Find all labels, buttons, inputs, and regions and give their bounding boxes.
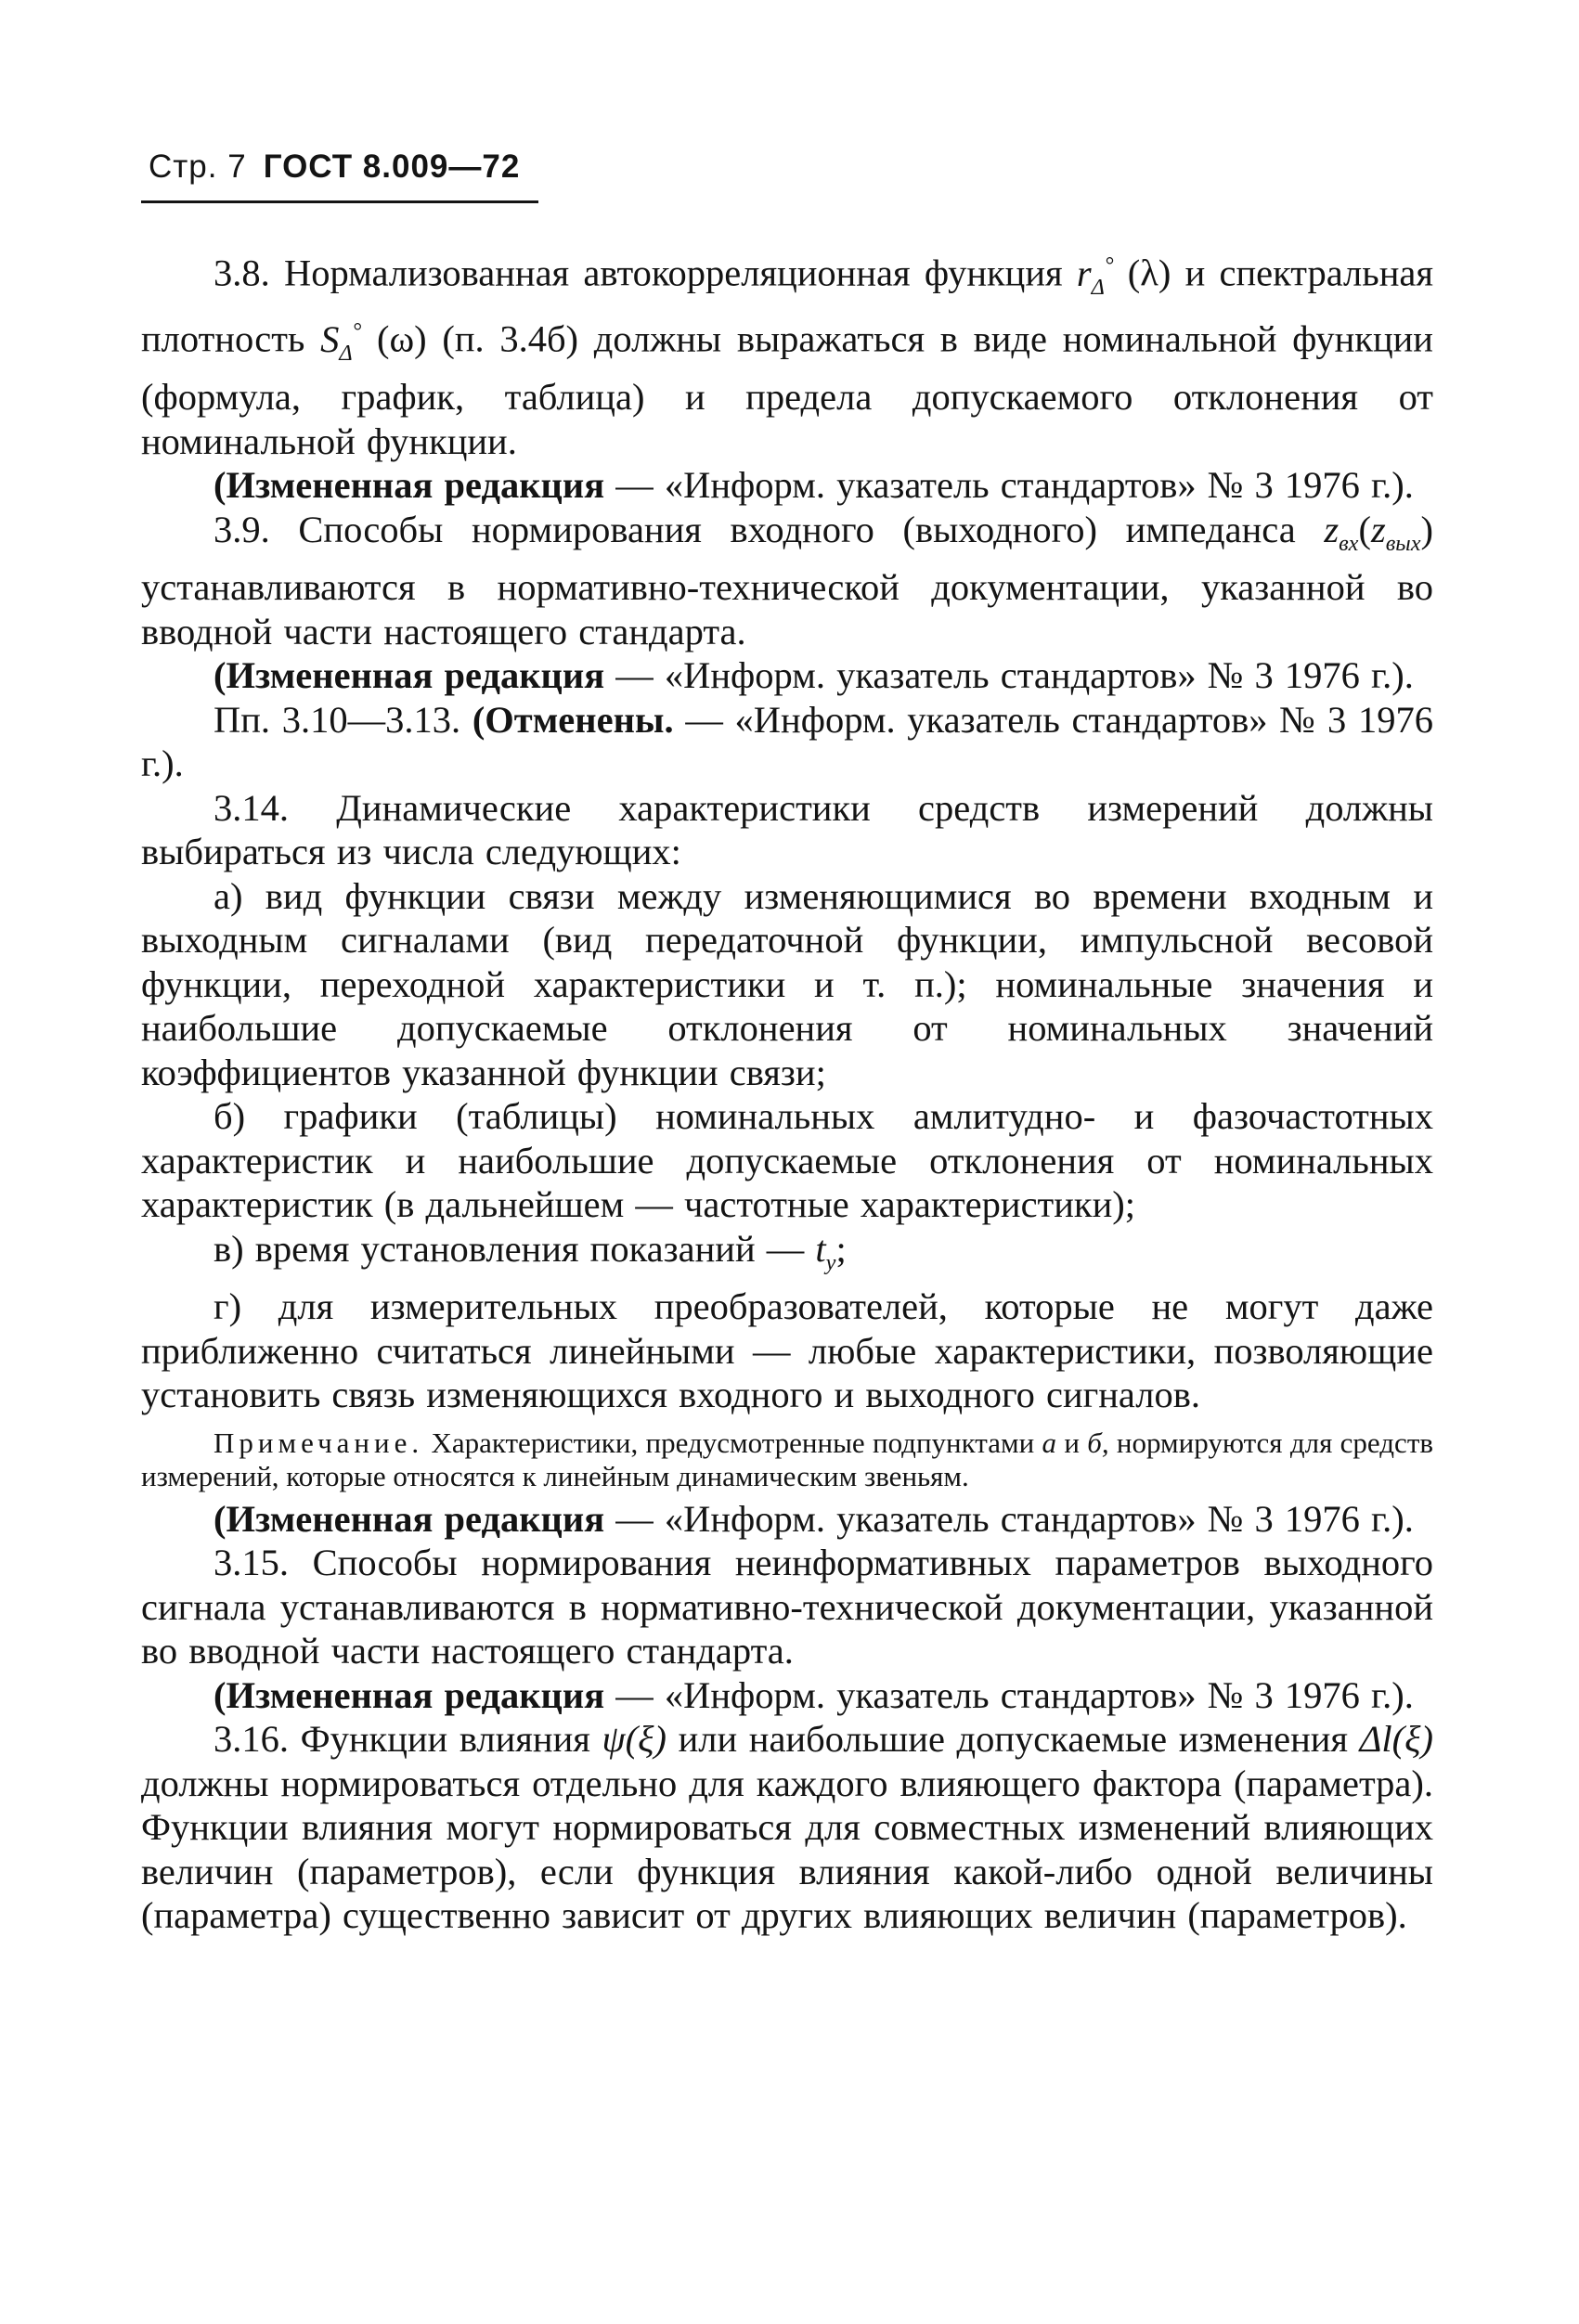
r-delta-symbol: $r_\Delta^\circ$ <box>1076 252 1114 300</box>
item-v: в) время установления показаний — $t_у$; <box>214 1227 847 1275</box>
z-out-symbol: $z_{вых}$ <box>1370 508 1421 556</box>
paragraph-3-8 <box>141 243 1433 463</box>
item-b: б) графики (таблицы) номинальных амлитудно- и фазочастотных характеристик и наибольшие допускаемые отклонения от номинальных характеристик (в дальнейшем — частотные характеристики); <box>141 1095 1433 1226</box>
delta-l-xi-symbol: Δl(ξ) <box>1359 1718 1433 1761</box>
s-delta-symbol: $S_\Delta^\circ$ <box>320 317 362 366</box>
p39-lead: 3.9. Способы нормирования входного (выходного) импеданса <box>214 508 1325 550</box>
p38-lead: 3.8. Нормализованная автокорреляционная функция <box>214 252 1077 294</box>
paragraph-3-15: 3.15. Способы нормирования неинформативных параметров выходного сигнала устанавливаются в нормативно-технической документации, указанной во вводной части настоящего стандарта. <box>141 1542 1433 1672</box>
paragraph-3-10-3-13: Пп. 3.10—3.13. (Отменены. — «Информ. указатель стандартов» № 3 1976 г.). <box>141 698 1434 785</box>
page-number: Стр. 7 <box>149 148 247 185</box>
change-note-3-8: (Измененная редакция — «Информ. указатель стандартов» № 3 1976 г.). <box>214 464 1414 507</box>
header-rule <box>141 200 538 203</box>
p39-rest: ) устанавливаются в нормативно-технической документации, указанной во вводной части настоящего стандарта. <box>141 508 1433 652</box>
change-note-3-9: (Измененная редакция — «Информ. указатель стандартов» № 3 1976 г.). <box>214 654 1414 697</box>
running-header <box>149 148 520 186</box>
note-label: Примечание. <box>214 1426 424 1459</box>
p38-arg1: (λ) и спектральная плотность <box>141 252 1433 360</box>
change-note-3-14: (Измененная редакция — «Информ. указатель стандартов» № 3 1976 г.). <box>214 1497 1414 1540</box>
p38-arg2: (ω) (п. 3.4б) должны выражаться в виде номинальной функции (формула, график, таблица) и предела допускаемого отклонения от номинальной функции. <box>141 317 1433 462</box>
psi-xi-symbol: ψ(ξ) <box>602 1718 667 1761</box>
paragraph-3-14: 3.14. Динамические характеристики средств измерений должны выбираться из числа следующих: <box>141 786 1433 873</box>
paragraph-3-9: 3.9. Способы нормирования входного (выходного) импеданса $z_{вх}(z_{вых})$ устанавливаются в нормативно-технической документации, указанной во вводной части настоящего стандарта. <box>141 508 1433 652</box>
z-in-symbol: $z_{вх}$ <box>1324 508 1359 556</box>
document-body <box>141 243 1433 1938</box>
paragraph-3-16: 3.16. Функции влияния ψ(ξ) или наибольшие допускаемые изменения Δl(ξ) должны нормироваться отдельно для каждого влияющего фактора (параметра). Функции влияния могут нормироваться для совместных изменений влияющих величин (параметров), если функция влияния какой-либо одной величины (параметра) существенно зависит от других влияющих величин (параметров). <box>141 1718 1433 1937</box>
item-g: г) для измерительных преобразователей, которые не могут даже приближенно считаться линейными — любые характеристики, позволяющие установить связь изменяющихся входного и выходного сигналов. <box>141 1285 1433 1416</box>
item-a: а) вид функции связи между изменяющимися во времени входным и выходным сигналами (вид передаточной функции, импульсной весовой функции, переходной характеристики и т. п.); номинальные значения и наибольшие допускаемые отклонения от номинальных значений коэффициентов указанной функции связи; <box>141 874 1433 1093</box>
t-y-symbol: $t_у$ <box>815 1227 836 1275</box>
standard-number: ГОСТ 8.009—72 <box>263 148 521 185</box>
note: Примечание. Характеристики, предусмотренные подпунктами а и б, нормируются для средств измерений, которые относятся к линейным динамическим звеньям. <box>141 1426 1434 1492</box>
change-note-3-15: (Измененная редакция — «Информ. указатель стандартов» № 3 1976 г.). <box>214 1673 1414 1716</box>
